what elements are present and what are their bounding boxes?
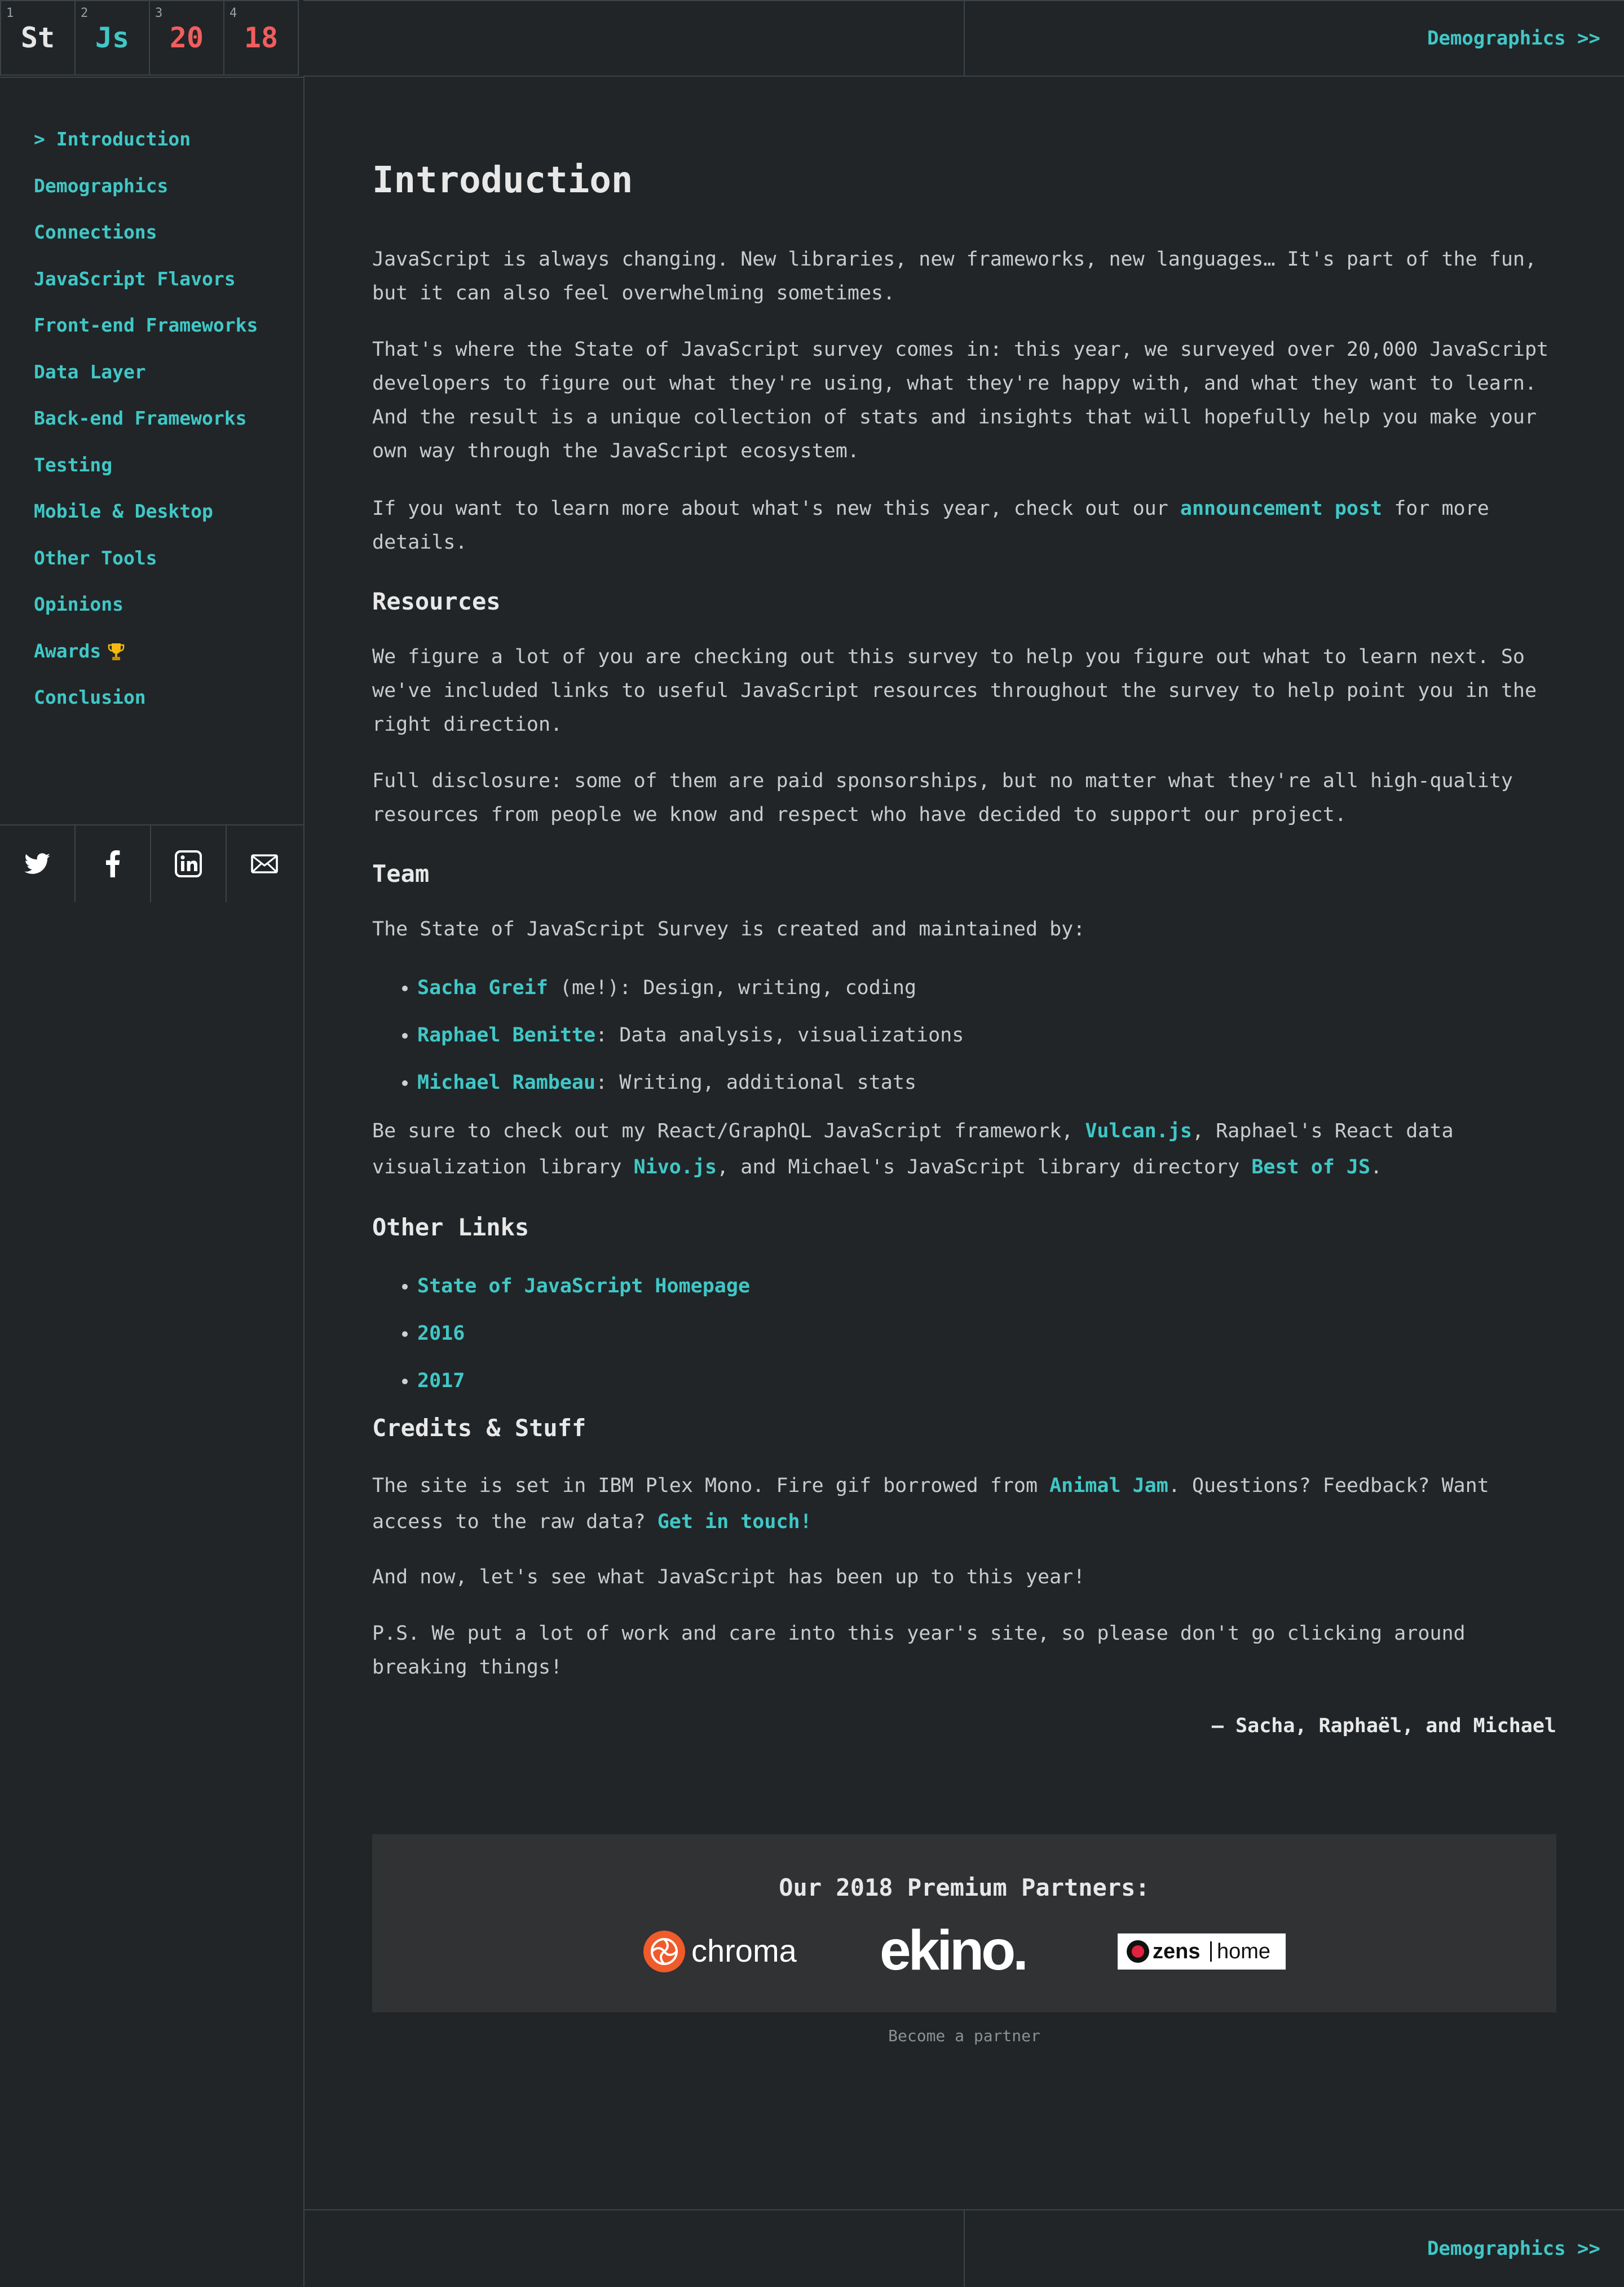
- signature: – Sacha, Raphaël, and Michael: [1211, 1715, 1556, 1737]
- logo-tile-st: [0, 0, 76, 76]
- text-segment: for more details.: [372, 497, 1489, 554]
- sidebar-item-demographics[interactable]: Demographics: [34, 174, 169, 197]
- list-item: [417, 1317, 1556, 1350]
- animal-jam-link[interactable]: Animal Jam: [1049, 1474, 1168, 1497]
- zens-home-logo[interactable]: [1118, 1933, 1286, 1970]
- team-member-link[interactable]: Sacha Greif: [417, 977, 548, 999]
- resources-heading: Resources: [372, 588, 501, 615]
- share-twitter-button[interactable]: [0, 825, 76, 902]
- credits-paragraph: [372, 1468, 1556, 1540]
- list-item: [417, 1066, 1556, 1100]
- ekino-mark: [880, 1923, 1049, 1980]
- logo-tile-18: [223, 0, 299, 76]
- logo-tile-js: [74, 0, 150, 76]
- sidebar-nav: [34, 116, 258, 721]
- projects-paragraph: [372, 1113, 1556, 1185]
- nivo-link[interactable]: Nivo.js: [633, 1156, 717, 1178]
- sidebar-divider: [0, 77, 303, 78]
- team-heading: Team: [372, 860, 430, 888]
- text-segment: Be sure to check out my React/GraphQL JavaScript framework,: [372, 1120, 1085, 1142]
- resources-paragraph-1: We figure a lot of you are checking out this survey to help you figure out what to learn next. So we've included links to useful JavaScript resources throughout the survey to help point you in the right direction.: [372, 646, 1537, 736]
- trophy-icon: [108, 642, 125, 661]
- chroma-wordmark: chroma: [691, 1933, 797, 1968]
- sidebar-item-introduction[interactable]: > Introduction: [34, 128, 191, 150]
- partners-box: [372, 1834, 1556, 2012]
- logo-tile-number: 3: [155, 6, 163, 20]
- logo-tile-text: 20: [169, 21, 204, 54]
- ekino-logo[interactable]: [880, 1923, 1049, 1980]
- zens-wordmark: zens: [1153, 1940, 1201, 1963]
- chroma-logo[interactable]: [643, 1923, 818, 1980]
- team-member-link[interactable]: Raphael Benitte: [417, 1024, 596, 1047]
- other-links-list: [372, 1269, 1556, 1398]
- sidebar: [0, 77, 304, 2287]
- credits-heading: Credits & Stuff: [372, 1414, 586, 1442]
- chroma-mark: [643, 1923, 818, 1980]
- next-page-link[interactable]: Demographics >>: [1427, 2237, 1600, 2260]
- sidebar-item-awards[interactable]: [34, 628, 258, 675]
- sidebar-item-connections[interactable]: Connections: [34, 221, 157, 243]
- logo-tile-text: Js: [95, 21, 130, 54]
- share-linkedin-button[interactable]: [151, 825, 227, 902]
- main-content: [372, 152, 1556, 1743]
- email-icon: [251, 854, 278, 873]
- survey-2016-link[interactable]: 2016: [417, 1322, 465, 1345]
- sidebar-item-mobile-desktop[interactable]: Mobile & Desktop: [34, 500, 213, 522]
- text-segment: , Raphael's React data visualization library: [372, 1120, 1454, 1178]
- sidebar-item-front-end-frameworks[interactable]: Front-end Frameworks: [34, 314, 258, 336]
- team-list: [372, 971, 1556, 1100]
- share-buttons: [0, 824, 303, 902]
- list-item: [417, 1364, 1556, 1398]
- list-item: [417, 971, 1556, 1005]
- survey-2017-link[interactable]: 2017: [417, 1370, 465, 1392]
- ekino-wordmark: ekino.: [880, 1923, 1026, 1980]
- text-segment: If you want to learn more about what's new this year, check out our: [372, 497, 1180, 520]
- pagination-divider: [964, 2210, 965, 2287]
- intro-paragraph-1: JavaScript is always changing. New libraries, new frameworks, new languages… It's part of the fun, but it can also feel overwhelming sometimes.: [372, 248, 1537, 304]
- list-item: [417, 1018, 1556, 1052]
- team-member-role: : Data analysis, visualizations: [595, 1024, 964, 1047]
- text-segment: . Questions? Feedback? Want access to the raw data?: [372, 1474, 1489, 1533]
- facebook-icon: [105, 850, 120, 877]
- sidebar-item-javascript-flavors[interactable]: JavaScript Flavors: [34, 267, 236, 290]
- sidebar-item-other-tools[interactable]: Other Tools: [34, 546, 157, 569]
- logo-tile-number: 4: [230, 6, 237, 20]
- logo-tile-number: 1: [6, 6, 14, 20]
- text-segment: , and Michael's JavaScript library directory: [717, 1156, 1252, 1178]
- sidebar-item-back-end-frameworks[interactable]: Back-end Frameworks: [34, 407, 247, 429]
- twitter-icon: [24, 853, 50, 875]
- team-paragraph: The State of JavaScript Survey is created and maintained by:: [372, 918, 1085, 941]
- share-facebook-button[interactable]: [76, 825, 151, 902]
- closing-paragraph: And now, let's see what JavaScript has been up to this year!: [372, 1566, 1085, 1588]
- logo-tile-number: 2: [81, 6, 89, 20]
- logo-tile-text: St: [20, 21, 55, 54]
- sidebar-item-data-layer[interactable]: Data Layer: [34, 360, 146, 383]
- partners-title: Our 2018 Premium Partners:: [779, 1874, 1150, 1901]
- sidebar-item-testing[interactable]: Testing: [34, 453, 113, 476]
- logo-tile-20: [149, 0, 224, 76]
- site-logo[interactable]: [0, 0, 298, 76]
- logo-tile-text: 18: [244, 21, 279, 54]
- home-wordmark: home: [1217, 1940, 1271, 1963]
- bottom-pagination-bar: [303, 2209, 1624, 2287]
- sidebar-item-label: Awards: [34, 639, 102, 662]
- sidebar-item-opinions[interactable]: Opinions: [34, 593, 123, 615]
- list-item: [417, 1269, 1556, 1303]
- homepage-link[interactable]: State of JavaScript Homepage: [417, 1275, 751, 1297]
- vulcan-link[interactable]: Vulcan.js: [1085, 1120, 1192, 1142]
- sidebar-item-conclusion[interactable]: Conclusion: [34, 686, 146, 708]
- resources-paragraph-2: Full disclosure: some of them are paid sponsorships, but no matter what they're all high-quality resources from people we know and respect who have decided to support our project.: [372, 770, 1513, 826]
- intro-paragraph-2: That's where the State of JavaScript survey comes in: this year, we surveyed over 20,000 JavaScript developers to figure out what they're using, what they're happy with, and what they want to learn. And the result is a unique collection of stats and insights that will hopefully help you make your own way through the JavaScript ecosystem.: [372, 338, 1549, 462]
- top-pagination-bar: [303, 0, 1624, 77]
- intro-paragraph-3: [372, 492, 1556, 559]
- next-page-link[interactable]: Demographics >>: [1427, 27, 1600, 50]
- zens-mark: [1118, 1933, 1286, 1970]
- pagination-divider: [964, 1, 965, 76]
- become-partner-link[interactable]: Become a partner: [888, 2026, 1040, 2045]
- ps-paragraph: P.S. We put a lot of work and care into this year's site, so please don't go clicking around breaking things!: [372, 1622, 1466, 1679]
- share-email-button[interactable]: [227, 825, 302, 902]
- best-of-js-link[interactable]: Best of JS: [1251, 1156, 1371, 1178]
- announcement-post-link[interactable]: announcement post: [1180, 497, 1383, 520]
- linkedin-icon: [175, 850, 202, 877]
- text-segment: The site is set in IBM Plex Mono. Fire gif borrowed from: [372, 1474, 1050, 1497]
- team-member-role: : Writing, additional stats: [595, 1071, 917, 1094]
- get-in-touch-link[interactable]: Get in touch!: [657, 1511, 812, 1533]
- page-title: Introduction: [372, 160, 633, 201]
- other-links-heading: Other Links: [372, 1213, 529, 1241]
- text-segment: .: [1370, 1156, 1383, 1178]
- team-member-link[interactable]: Michael Rambeau: [417, 1071, 596, 1094]
- team-member-role: (me!): Design, writing, coding: [548, 977, 917, 999]
